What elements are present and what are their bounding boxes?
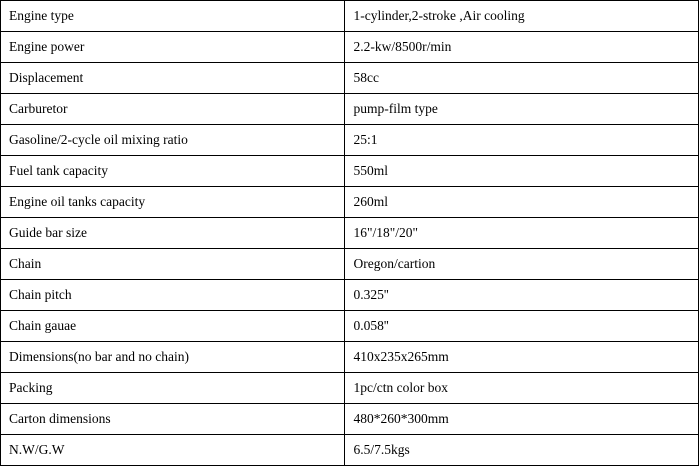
spec-label: Engine type	[1, 1, 345, 32]
spec-label: Engine power	[1, 32, 345, 63]
spec-value: 260ml	[345, 187, 699, 218]
table-row	[1, 187, 699, 218]
spec-value: 25:1	[345, 125, 699, 156]
table-row	[1, 218, 699, 249]
table-row	[1, 63, 699, 94]
spec-label: Chain gauae	[1, 311, 345, 342]
table-row	[1, 435, 699, 466]
spec-label: Gasoline/2-cycle oil mixing ratio	[1, 125, 345, 156]
table-row	[1, 404, 699, 435]
spec-value: Oregon/cartion	[345, 249, 699, 280]
spec-value: 0.325''	[345, 280, 699, 311]
table-row	[1, 342, 699, 373]
table-row	[1, 311, 699, 342]
spec-label: Dimensions(no bar and no chain)	[1, 342, 345, 373]
table-row	[1, 156, 699, 187]
table-row	[1, 373, 699, 404]
spec-label: Packing	[1, 373, 345, 404]
spec-value: 1pc/ctn color box	[345, 373, 699, 404]
spec-value: 58cc	[345, 63, 699, 94]
table-row	[1, 32, 699, 63]
spec-value: pump-film type	[345, 94, 699, 125]
spec-label: Carburetor	[1, 94, 345, 125]
spec-value: 480*260*300mm	[345, 404, 699, 435]
spec-label: Engine oil tanks capacity	[1, 187, 345, 218]
table-row	[1, 94, 699, 125]
table-row	[1, 1, 699, 32]
table-row	[1, 280, 699, 311]
spec-label: N.W/G.W	[1, 435, 345, 466]
spec-label: Chain pitch	[1, 280, 345, 311]
spec-value: 410x235x265mm	[345, 342, 699, 373]
spec-value: 2.2-kw/8500r/min	[345, 32, 699, 63]
spec-label: Guide bar size	[1, 218, 345, 249]
table-row	[1, 125, 699, 156]
spec-value: 0.058''	[345, 311, 699, 342]
spec-value: 550ml	[345, 156, 699, 187]
spec-label: Displacement	[1, 63, 345, 94]
spec-value: 1-cylinder,2-stroke ,Air cooling	[345, 1, 699, 32]
spec-label: Fuel tank capacity	[1, 156, 345, 187]
spec-value: 16"/18"/20"	[345, 218, 699, 249]
spec-label: Chain	[1, 249, 345, 280]
spec-label: Carton dimensions	[1, 404, 345, 435]
spec-value: 6.5/7.5kgs	[345, 435, 699, 466]
table-row	[1, 249, 699, 280]
specification-table-body	[1, 1, 699, 466]
